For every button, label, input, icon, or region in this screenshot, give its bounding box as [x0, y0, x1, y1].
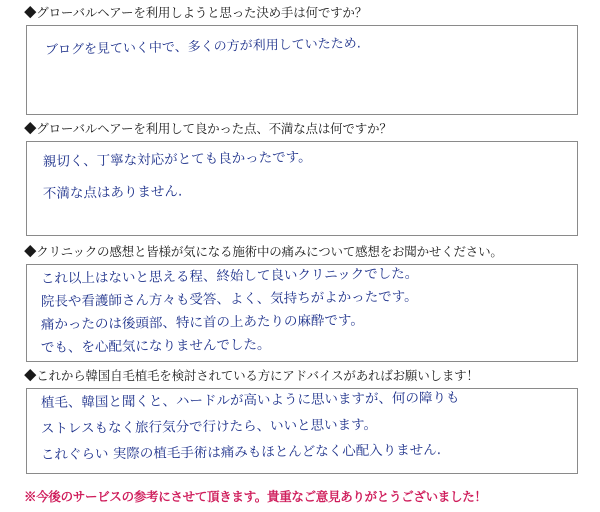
question-2-label: ◆グローバルヘアーを利用して良かった点、不満な点は何ですか？: [24, 122, 392, 136]
answer-3-line-3: 痛かったのは後頭部、特に首の上あたりの麻酔です。: [40, 312, 364, 333]
answer-2-line-1: 親切く、丁寧な対応がとても良かったです。: [42, 149, 312, 170]
answer-3-line-1: これ以上はないと思える程、終始して良いクリニックでした。: [40, 265, 419, 287]
answer-4-line-2: ストレスもなく旅行気分で行けたら、いいと思います。: [40, 416, 378, 437]
answer-box-1: [26, 25, 578, 115]
question-4-label: ◆これから韓国自毛植毛を検討されている方にアドバイスがあればお願いします！: [24, 369, 479, 383]
answer-3-line-2: 院長や看護師さん方々も受答、よく、気持ちがよかったです。: [40, 288, 418, 310]
answer-3-line-4: でも、を心配気になりませんでした。: [40, 336, 271, 356]
answer-4-line-3: これぐらい 実際の植毛手術は痛みもほとんどなく心配入りません.: [40, 442, 442, 463]
answer-box-2: [26, 141, 578, 236]
footer-note: ※今後のサービスの参考にさせて頂きます。貴重なご意見ありがとうございました！: [24, 490, 487, 504]
answer-box-4: [26, 388, 578, 474]
answer-1-line-1: ブログを見ていく中で、多くの方が利用していたため.: [44, 36, 361, 58]
answer-box-3: [26, 264, 578, 362]
question-1-label: ◆グローバルヘアーを利用しようと思った決め手は何ですか？: [24, 6, 368, 20]
answer-2-line-2: 不満な点はありません.: [42, 183, 183, 202]
question-3-label: ◆クリニックの感想と皆様が気になる施術中の痛みについて感想をお聞かせください。: [24, 245, 503, 259]
answer-4-line-1: 植毛、韓国と聞くと、ハードルが高いように思いますが、何の障りも: [40, 389, 460, 411]
